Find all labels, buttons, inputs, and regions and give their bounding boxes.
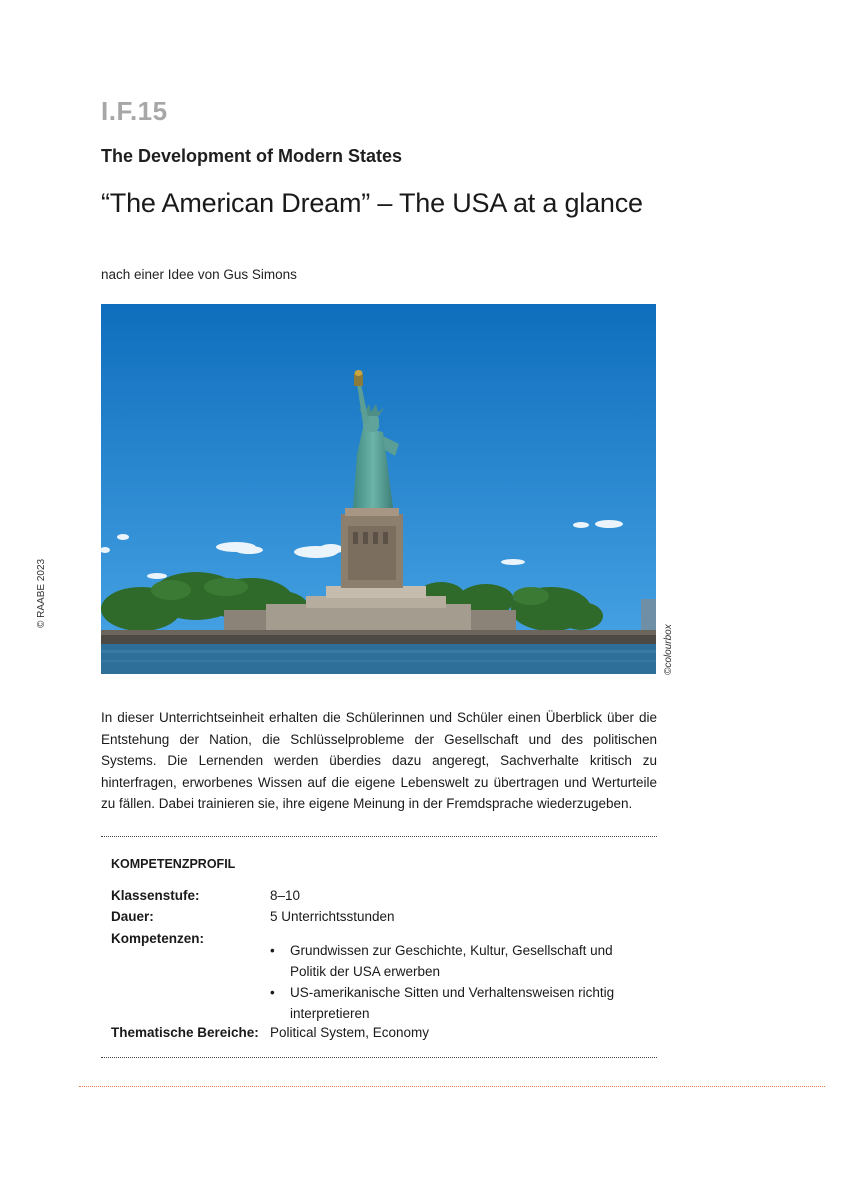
- photo-illustration: [101, 304, 656, 674]
- bullet-icon: •: [270, 943, 275, 958]
- photo-credit: [663, 620, 677, 680]
- competences-label: Kompetenzen:: [111, 931, 205, 946]
- footer-accent-rule: [79, 1086, 825, 1087]
- photo-credit-text: ©colourbox: [663, 624, 674, 675]
- page-title: “The American Dream” – The USA at a glance: [101, 188, 643, 218]
- competence-text: US-amerikanische Sitten und Verhaltensweisen richtig interpretieren: [290, 985, 615, 1021]
- intro-paragraph: In dieser Unterrichtseinheit erhalten die Schülerinnen und Schüler einen Überblick über die Entstehung der Nation, die Schlüsselprobleme der Gesellschaft und des politischen Systems. Die Lernenden werden überdies dazu angeregt, Sachverhalte kritisch zu hinterfragen, erworbenes Wissen auf die eigene Lebenswelt zu übertragen und Werturteile zu fällen. Dabei trainieren sie, ihre eigene Meinung in der Fremdsprache wiederzugeben.: [101, 710, 657, 811]
- topics-label: Thematische Bereiche:: [111, 1025, 259, 1040]
- list-item: [270, 940, 640, 982]
- competences-list: [270, 940, 640, 1024]
- divider-bottom: [101, 1057, 657, 1058]
- topics-value: Political System, Economy: [270, 1025, 430, 1040]
- duration-label: Dauer:: [111, 909, 154, 924]
- competence-text: Grundwissen zur Geschichte, Kultur, Gesellschaft und Politik der USA erwerben: [290, 943, 613, 979]
- author-credit: nach einer Idee von Gus Simons: [101, 267, 297, 282]
- competence-profile-heading: KOMPETENZPROFIL: [111, 857, 236, 871]
- series-title: The Development of Modern States: [101, 146, 403, 166]
- divider-top: [101, 836, 657, 837]
- statue-of-liberty-photo: [101, 304, 656, 674]
- bullet-icon: •: [270, 985, 275, 1000]
- copyright-note: [36, 556, 50, 636]
- grade-label: Klassenstufe:: [111, 888, 200, 903]
- unit-code: I.F.15: [101, 96, 168, 126]
- list-item: [270, 982, 640, 1024]
- copyright-text: © RAABE 2023: [36, 558, 47, 628]
- duration-value: 5 Unterrichtsstunden: [270, 909, 395, 924]
- grade-value: 8–10: [270, 888, 301, 903]
